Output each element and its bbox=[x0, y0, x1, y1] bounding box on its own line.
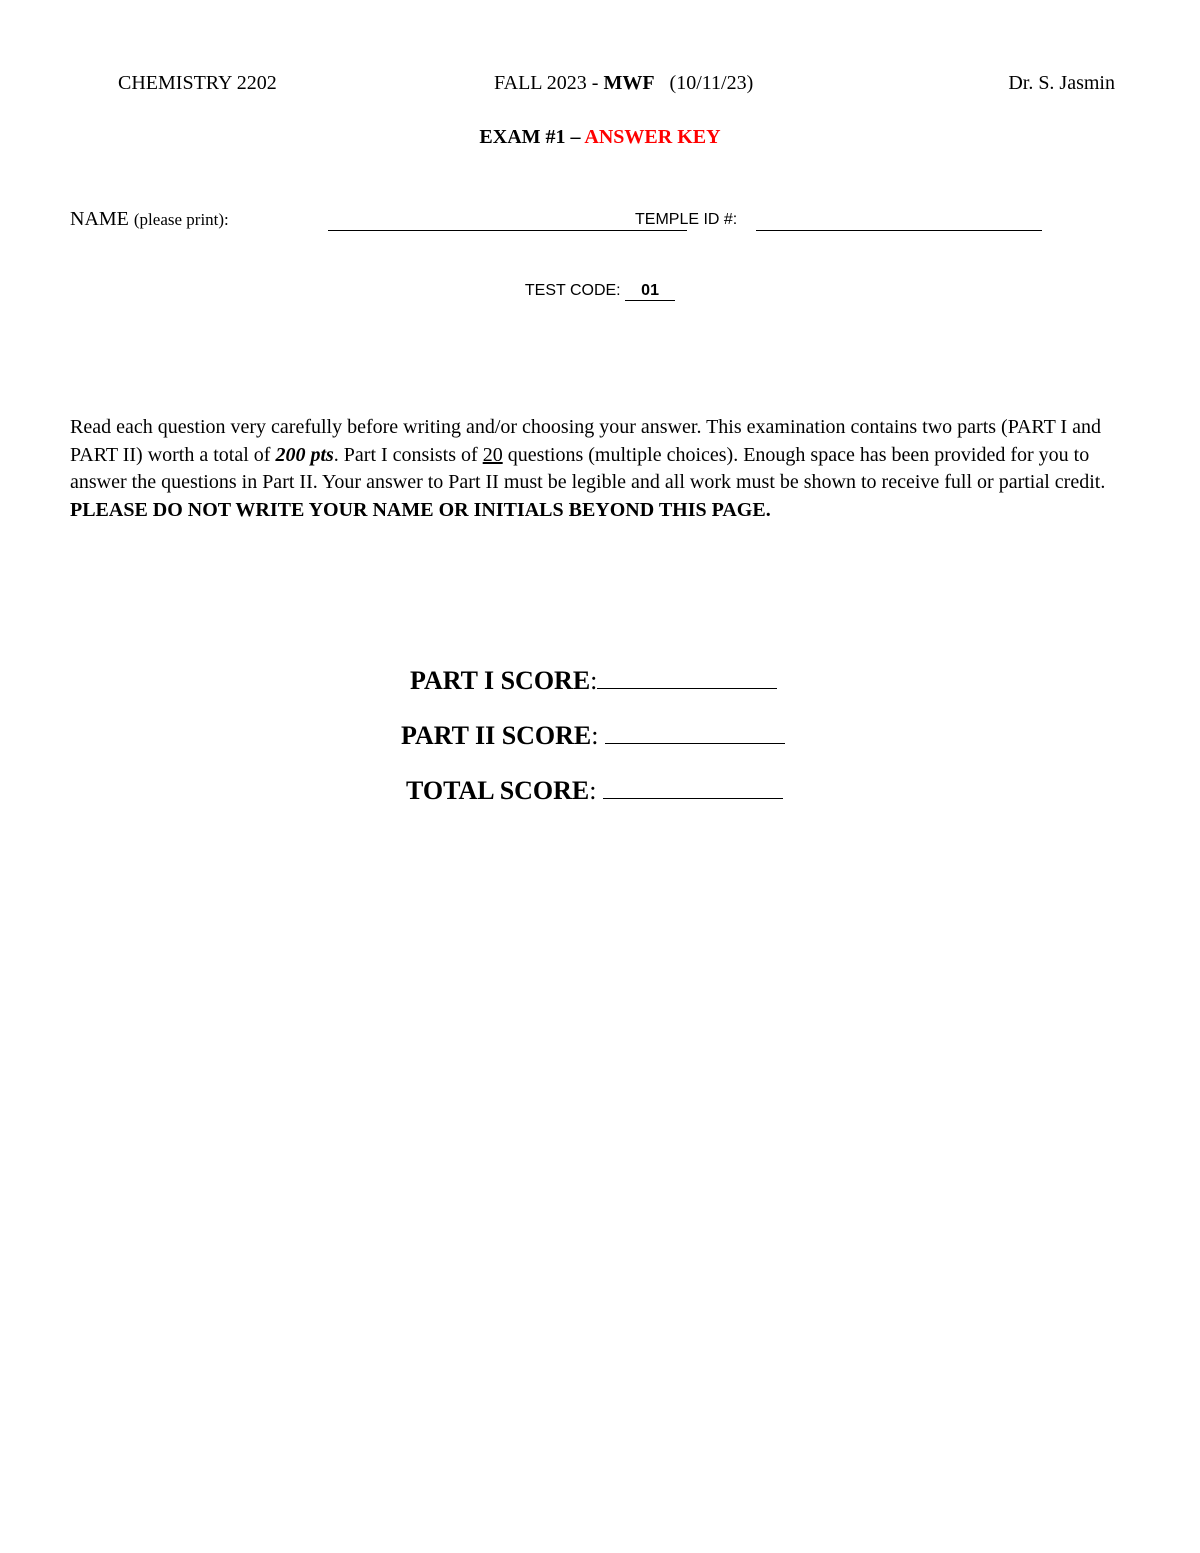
name-label-hint: (please print): bbox=[133, 210, 229, 229]
total-score-colon: : bbox=[589, 776, 597, 805]
instructions-part-3: questions (multiple choices). Enough space has been provided for you to answer the questions in Part II. Your answer to Part II must be legible and all work must be shown to receive full or partial credit. bbox=[70, 443, 1106, 493]
total-score-label: TOTAL SCORE bbox=[406, 776, 590, 805]
temple-id-blank[interactable] bbox=[756, 230, 1042, 231]
course-title: CHEMISTRY 2202 bbox=[118, 72, 277, 94]
name-field-blank[interactable] bbox=[328, 230, 687, 231]
answer-key-label: ANSWER KEY bbox=[584, 126, 721, 148]
term-date: (10/11/23) bbox=[654, 72, 754, 94]
part1-score-row bbox=[410, 664, 777, 700]
term-prefix: FALL 2023 - bbox=[494, 72, 604, 94]
term-info bbox=[494, 72, 753, 95]
part2-score-colon: : bbox=[591, 721, 599, 750]
test-code bbox=[0, 282, 1200, 301]
student-info-row bbox=[70, 208, 1070, 238]
total-score-blank[interactable] bbox=[603, 774, 783, 799]
part2-score-label: PART II SCORE bbox=[401, 721, 592, 750]
temple-id-label: TEMPLE ID #: bbox=[635, 211, 738, 228]
part2-score-blank[interactable] bbox=[605, 719, 785, 744]
term-days: MWF bbox=[603, 72, 655, 94]
exam-instructions bbox=[70, 414, 1130, 524]
part1-score-label: PART I SCORE bbox=[410, 666, 591, 695]
name-label-text: NAME bbox=[70, 208, 134, 230]
part1-score-blank[interactable] bbox=[597, 664, 777, 689]
instructions-part-1: Read each question very carefully before writing and/or choosing your answer. This examination contains two parts (PART I and PART II) worth a total of bbox=[70, 416, 1101, 466]
instructor-name: Dr. S. Jasmin bbox=[1008, 72, 1115, 94]
page-header bbox=[0, 72, 1200, 102]
name-field-label bbox=[70, 208, 229, 231]
part1-score-colon: : bbox=[590, 666, 598, 695]
question-count: 20 bbox=[482, 443, 503, 466]
total-points: 200 pts bbox=[275, 443, 334, 466]
total-score-row bbox=[406, 774, 783, 810]
test-code-label: TEST CODE: bbox=[524, 282, 626, 299]
part2-score-row bbox=[401, 719, 785, 755]
instructions-warning: PLEASE DO NOT WRITE YOUR NAME OR INITIALS BEYOND THIS PAGE. bbox=[70, 498, 771, 521]
test-code-value: 01 bbox=[625, 282, 675, 301]
exam-title bbox=[0, 126, 1200, 149]
instructions-part-2: . Part I consists of bbox=[333, 443, 483, 466]
exam-number: EXAM #1 – bbox=[479, 126, 585, 148]
